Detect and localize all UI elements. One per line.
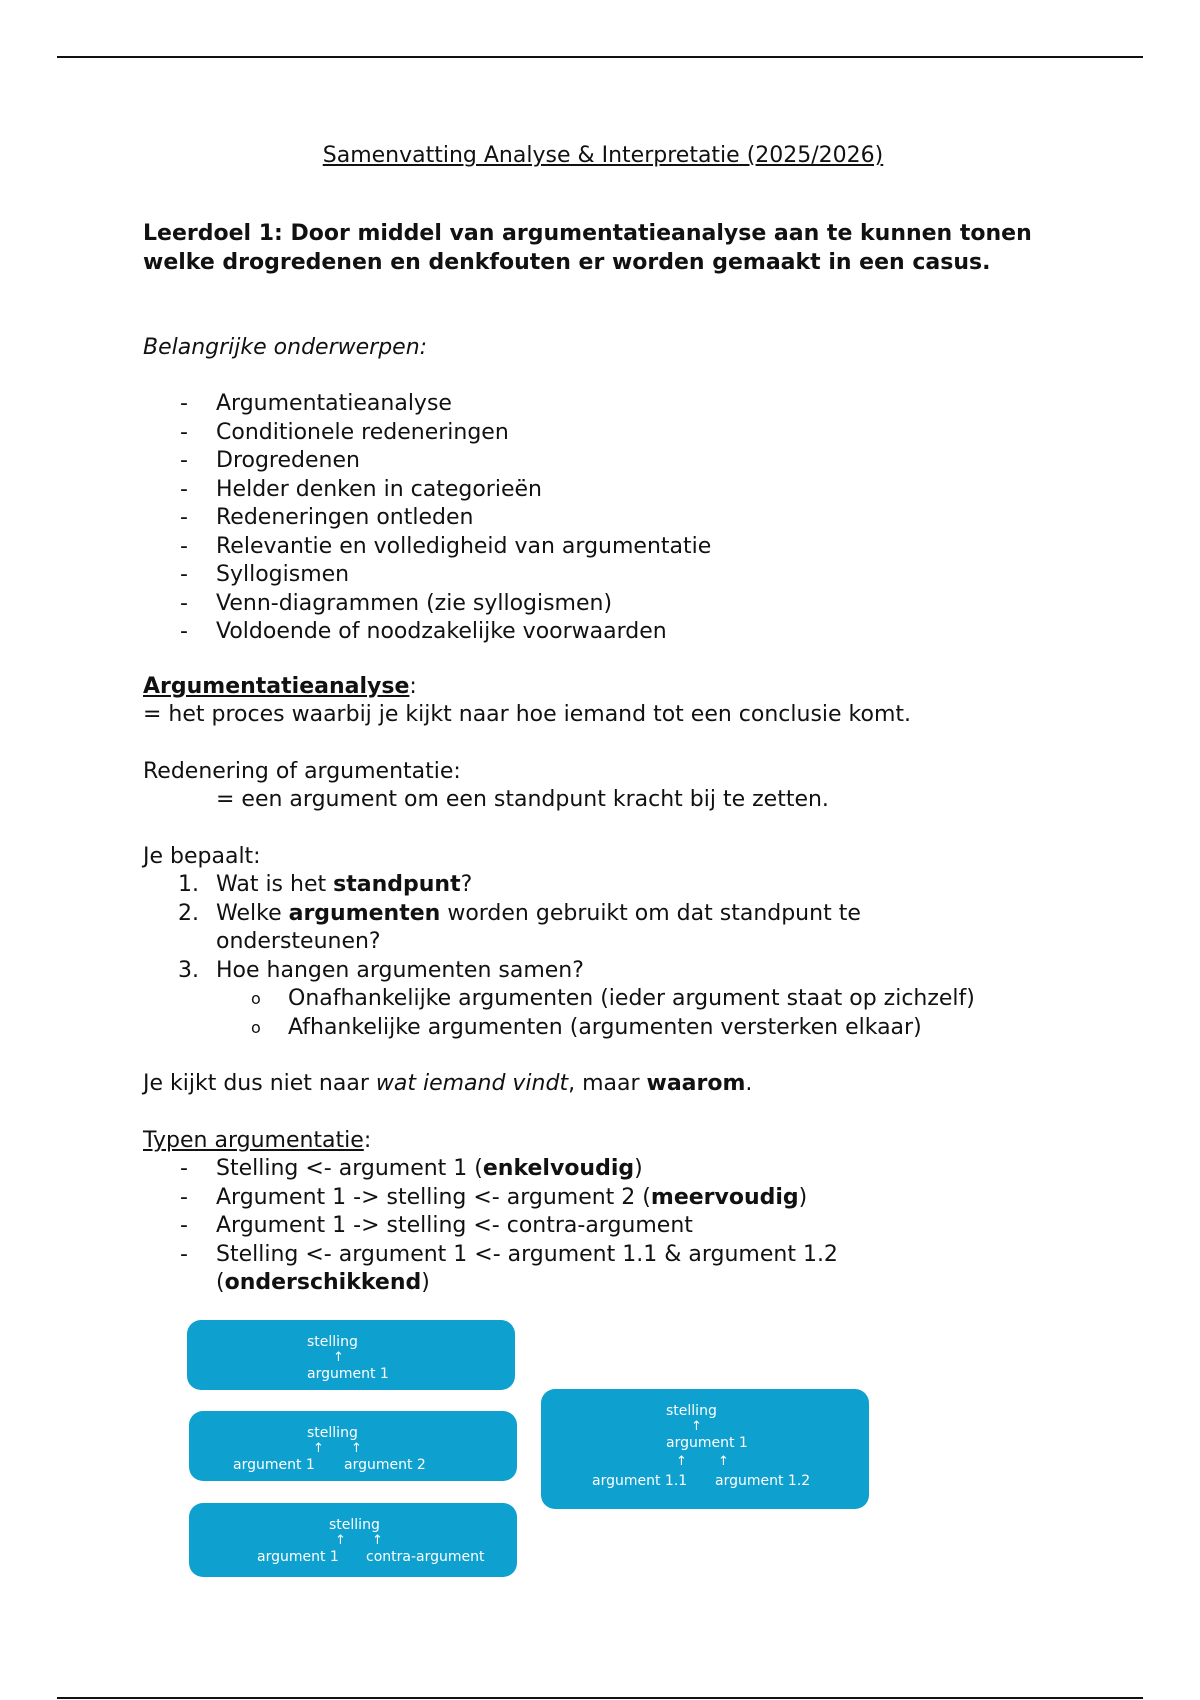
diagram-stelling: stelling — [307, 1425, 358, 1441]
list-item — [143, 1241, 916, 1298]
summary-text: , maar — [568, 1071, 647, 1096]
arrow-up-icon: ↑ — [691, 1419, 702, 1434]
diagram-argument-1: argument 1 — [257, 1549, 339, 1565]
argumentatieanalyse-heading — [143, 673, 417, 702]
diagram-argument-2: argument 2 — [344, 1457, 426, 1473]
list-item: - Argument 1 -> stelling <- contra-argument — [143, 1212, 1048, 1241]
summary-text: . — [745, 1071, 753, 1096]
argumentatieanalyse-definition: = het proces waarbij je kijkt naar hoe iemand tot een conclusie komt. — [143, 702, 912, 727]
list-item: - Argumentatieanalyse — [143, 390, 711, 419]
bottom-rule — [57, 1697, 1143, 1699]
arrow-up-icon: ↑ — [313, 1441, 324, 1456]
list-item — [143, 1184, 1048, 1213]
list-item: - Voldoende of noodzakelijke voorwaarden — [143, 618, 711, 647]
list-item: o Onafhankelijke argumenten (ieder argument staat op zichzelf) — [143, 985, 1073, 1014]
typen-text: Stelling <- argument 1 <- argument 1.1 & argument 1.2 ( — [216, 1241, 838, 1295]
arrow-up-icon: ↑ — [333, 1350, 344, 1365]
argumentatieanalyse-term: Argumentatieanalyse — [143, 674, 410, 699]
topics-list — [143, 390, 711, 647]
diagram-enkelvoudig — [187, 1320, 515, 1390]
step-text: Hoe hangen argumenten samen? — [216, 957, 584, 983]
diagram-argument-1: argument 1 — [233, 1457, 315, 1473]
list-item — [143, 900, 916, 957]
redenering-definition: = een argument om een standpunt kracht bij te zetten. — [216, 787, 829, 812]
list-item — [143, 957, 1048, 986]
list-item: o Afhankelijke argumenten (argumenten versterken elkaar) — [143, 1014, 1073, 1043]
list-item: - Redeneringen ontleden — [143, 504, 711, 533]
colon: : — [363, 1128, 372, 1153]
typen-text: ) — [421, 1270, 430, 1295]
step-number: 3. — [178, 957, 199, 983]
list-item: - Relevantie en volledigheid van argumentatie — [143, 533, 711, 562]
bepaalt-heading: Je bepaalt: — [143, 844, 261, 869]
diagram-argument-1: argument 1 — [666, 1435, 748, 1451]
step-number: 1. — [178, 872, 199, 897]
list-item — [143, 871, 1048, 900]
list-item: - Helder denken in categorieën — [143, 476, 711, 505]
diagram-stelling: stelling — [329, 1517, 380, 1533]
arrow-up-icon: ↑ — [676, 1454, 687, 1469]
steps-list — [143, 871, 1048, 985]
step-bold: standpunt — [333, 872, 461, 897]
step-text: Welke — [216, 900, 289, 926]
list-item: - Syllogismen — [143, 561, 711, 590]
typen-text: Argument 1 -> stelling <- argument 2 ( — [216, 1184, 651, 1210]
redenering-heading: Redenering of argumentatie: — [143, 759, 461, 784]
typen-text: Stelling <- argument 1 ( — [216, 1156, 483, 1181]
typen-list — [143, 1155, 1048, 1298]
diagram-onderschikkend — [541, 1389, 869, 1509]
typen-heading — [143, 1127, 371, 1156]
summary-bold: waarom — [646, 1071, 746, 1096]
step-text: Wat is het — [216, 872, 334, 897]
topics-heading: Belangrijke onderwerpen: — [143, 335, 428, 360]
typen-bold: meervoudig — [650, 1184, 799, 1210]
step-text: ? — [460, 872, 473, 897]
list-item: - Conditionele redeneringen — [143, 419, 711, 448]
list-item — [143, 1155, 1048, 1184]
step-bold: argumenten — [288, 900, 441, 926]
typen-bold: onderschikkend — [224, 1270, 422, 1295]
summary-italic: wat iemand vindt — [375, 1071, 569, 1096]
typen-bold: enkelvoudig — [482, 1156, 635, 1181]
top-rule — [57, 56, 1143, 58]
colon: : — [409, 674, 417, 699]
arrow-up-icon: ↑ — [351, 1441, 362, 1456]
list-item: - Drogredenen — [143, 447, 711, 476]
diagram-stelling: stelling — [666, 1403, 717, 1419]
sub-list — [143, 985, 1073, 1042]
summary-line — [143, 1070, 752, 1099]
diagram-contra — [189, 1503, 517, 1577]
diagram-argument-1-1: argument 1.1 — [592, 1473, 688, 1489]
arrow-up-icon: ↑ — [718, 1454, 729, 1469]
diagram-contra-argument: contra-argument — [366, 1549, 485, 1565]
arrow-up-icon: ↑ — [335, 1533, 346, 1548]
diagram-argument-1: argument 1 — [307, 1366, 389, 1382]
page-title: Samenvatting Analyse & Interpretatie (2025/2026) — [322, 143, 884, 168]
diagram-stelling: stelling — [307, 1334, 358, 1350]
arrow-up-icon: ↑ — [372, 1533, 383, 1548]
learning-goal: Leerdoel 1: Door middel van argumentatieanalyse aan te kunnen tonen welke drogredenen en denkfouten er worden gemaakt in een casus. — [143, 221, 1032, 275]
step-text: worden gebruikt om dat standpunt te ondersteunen? — [216, 900, 861, 954]
typen-term: Typen argumentatie — [143, 1128, 364, 1153]
summary-text: Je kijkt dus niet naar — [143, 1071, 376, 1096]
diagram-meervoudig — [189, 1411, 517, 1481]
typen-text: ) — [798, 1184, 808, 1210]
diagram-argument-1-2: argument 1.2 — [715, 1473, 811, 1489]
typen-text: ) — [634, 1156, 643, 1181]
list-item: - Venn-diagrammen (zie syllogismen) — [143, 590, 711, 619]
argumentation-diagram — [185, 1318, 875, 1580]
step-number: 2. — [178, 900, 199, 926]
